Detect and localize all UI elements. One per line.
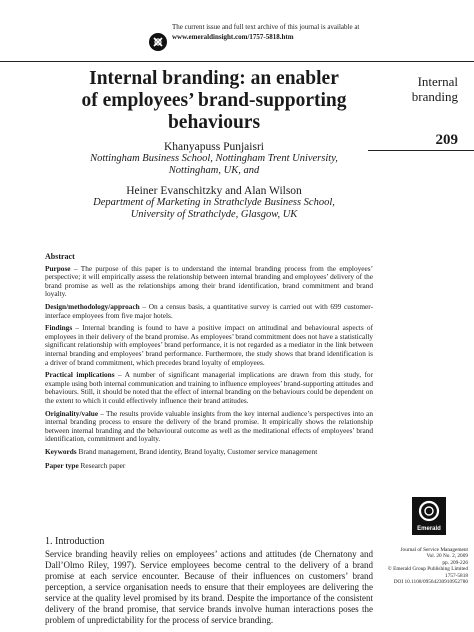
journal-pages: pp. 209-226 — [442, 559, 468, 566]
running-title: Internal branding — [411, 74, 458, 104]
introduction-heading: 1. Introduction — [45, 536, 105, 547]
header-notice: The current issue and full text archive of this journal is available at — [172, 23, 360, 31]
affiliation-2-line2: University of Strathclyde, Glasgow, UK — [130, 209, 298, 220]
journal-doi: DOI 10.1108/09564230910952780 — [393, 579, 468, 586]
emerald-logo-text: Emerald — [417, 526, 441, 532]
introduction — [45, 536, 373, 626]
abstract-findings: Findings – Internal branding is found to have a positive impact on attitudinal and behavioural aspects of employees in their delivery of the brand promise. As employees’ brand commitment does not have a statistically significant relationship with employees’ brand performance, it is not regarded as a mediator in the link between internal branding and employees’ brand performance. Furthermore, the study shows that brand identification is a driver of brand commitment, which precedes brand loyalty of employees. — [45, 323, 373, 367]
author-2: Heiner Evanschitzky and Alan Wilson — [126, 185, 302, 197]
header-url[interactable]: www.emeraldinsight.com/1757-5818.htm — [172, 33, 294, 41]
abstract-implications: Practical implications – A number of significant managerial implications are drawn from this study, for example using both internal communication and training to influence employees’ brand-supporting attitudes and behaviours. Still, it should be noted that the effect of internal branding on the behaviours could be dependent on the extent to which it could effectively influence their brand attitudes. — [45, 370, 373, 405]
abstract-purpose: Purpose – The purpose of this paper is to understand the internal branding process from the employees’ perspective; it will empirically assess the relationship between internal branding and employees’ delivery of the brand promise as well as the relationships among their brand identification, brand commitment and brand loyalty. — [45, 263, 373, 299]
journal-header-logo-icon — [148, 32, 168, 52]
article-title: Internal branding: an enabler of employees’ brand-supporting behaviours — [81, 68, 347, 133]
paper-type: Paper type Research paper — [45, 461, 126, 471]
affiliation-1-line1: Nottingham Business School, Nottingham Trent University, — [90, 153, 338, 164]
journal-name: Journal of Service Management — [400, 547, 468, 553]
journal-volume: Vol. 20 No. 2, 2009 — [426, 553, 468, 560]
page-number: 209 — [435, 132, 458, 148]
keywords: Keywords Brand management, Brand identity, Brand loyalty, Customer service management — [45, 446, 318, 456]
abstract-originality: Originality/value – The results provide valuable insights from the key internal audience’s perspectives into an internal branding process to ensure the delivery of the brand promise. It empirically shows the relationship between internal branding and the behavioural outcome as well as the meditational effects of employees’ brand identification, commitment and loyalty. — [45, 408, 373, 444]
emerald-publisher-logo — [412, 497, 446, 535]
journal-info — [380, 547, 468, 585]
journal-issn: 1757-5818 — [445, 572, 468, 579]
author-1: Khanyapuss Punjaisri — [164, 141, 264, 153]
journal-copyright: © Emerald Group Publishing Limited — [387, 566, 468, 573]
abstract-heading: Abstract — [45, 252, 75, 261]
affiliation-1-line2: Nottingham, UK, and — [168, 165, 260, 176]
journal-header — [172, 22, 432, 42]
introduction-text: Service branding heavily relies on employees’ actions and attitudes (de Chernatony and Dall’Olmo Riley, 1997). Service employees become central to the delivery of a brand promise at each service encounter. Because of their influences on customers’ brand perception, a service organisation needs to ensure that their employees are delivering the service at the quality level promised by its brand. Despite the importance of the consistent delivery of the brand promise, that service brands involve human interactions poses the problem of unpredictability for the process of service branding. — [45, 549, 373, 625]
author-block — [52, 141, 376, 221]
abstract-design: Design/methodology/approach – On a census basis, a quantitative survey is carried out with 699 customer-interface employees from five major hotels. — [45, 301, 373, 320]
affiliation-2-line1: Department of Marketing in Strathclyde Business School, — [93, 197, 335, 208]
abstract — [45, 253, 373, 477]
side-rule — [368, 150, 474, 151]
header-rule — [0, 61, 474, 62]
